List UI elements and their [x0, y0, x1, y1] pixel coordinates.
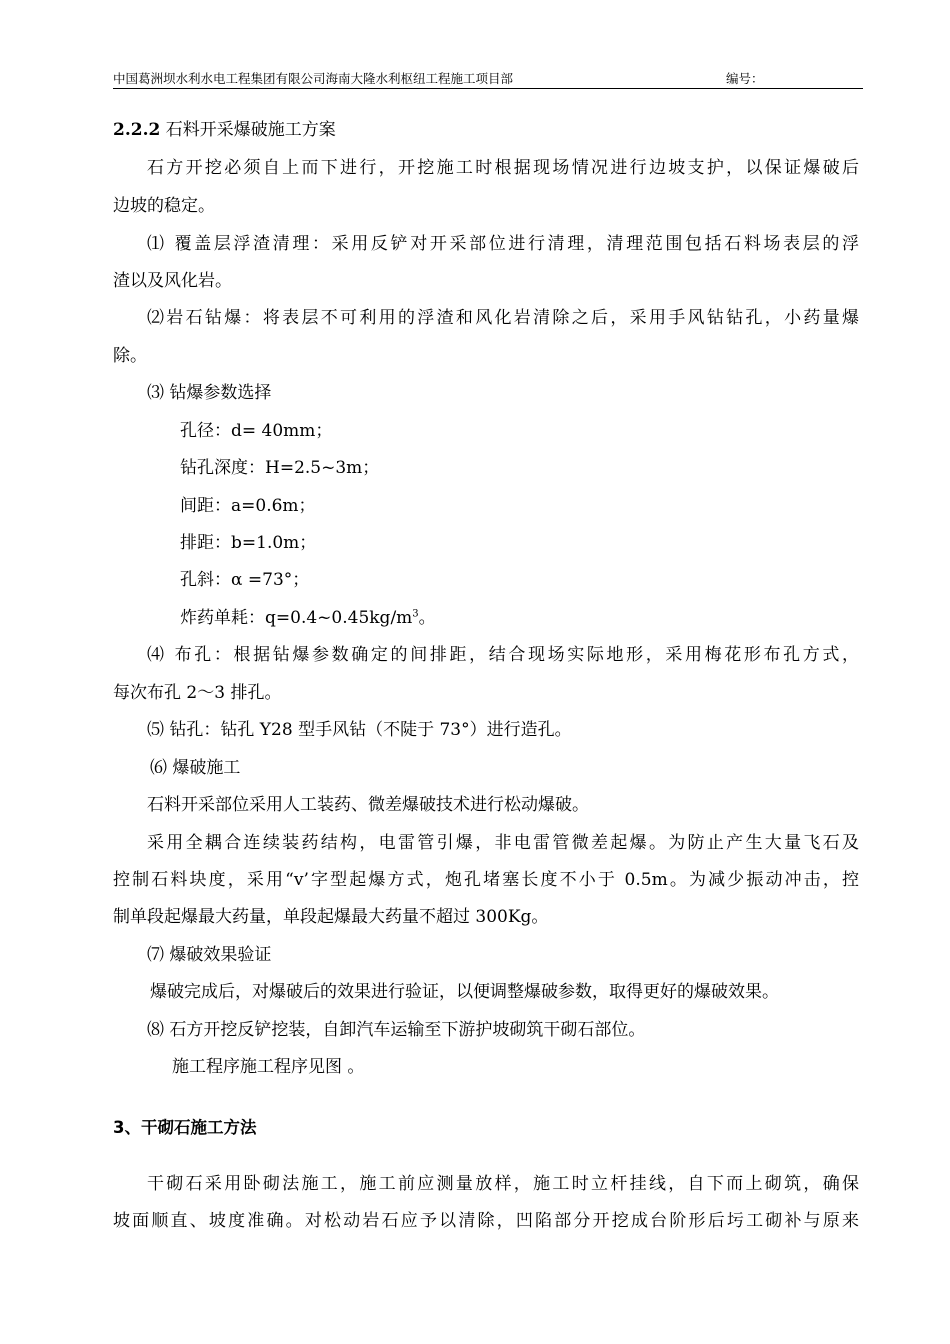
paragraph-line: 除。 — [113, 346, 147, 366]
subsection-heading: ⑹ 爆破施工 — [150, 758, 241, 778]
header-organization: 中国葛洲坝水利水电工程集团有限公司海南大隆水利枢纽工程施工项目部 — [113, 71, 514, 86]
header-rule — [113, 88, 863, 89]
parameter-line: 排距：b=1.0m； — [180, 533, 317, 553]
subsection-heading: ⑶ 钻爆参数选择 — [147, 383, 272, 403]
paragraph-line: 采用全耦合连续装药结构，电雷管引爆，非电雷管微差起爆。为防止产生大量飞石及 — [147, 833, 859, 853]
subsection-heading: ⑺ 爆破效果验证 — [147, 945, 272, 965]
parameter-line: 孔斜：α =73°； — [180, 570, 310, 590]
header-number-label: 编号： — [726, 71, 764, 86]
section-heading — [113, 118, 336, 142]
paragraph-line: 爆破完成后，对爆破后的效果进行验证，以便调整爆破参数，取得更好的爆破效果。 — [150, 982, 779, 1002]
superscript: 3 — [412, 608, 419, 620]
paragraph-line: 施工程序施工程序见图 。 — [172, 1057, 365, 1077]
paragraph-line: 坡面顺直、坡度准确。对松动岩石应予以清除，凹陷部分开挖成台阶形后圬工砌补与原来 — [113, 1211, 859, 1231]
paragraph-line: 石料开采部位采用人工装药、微差爆破技术进行松动爆破。 — [147, 795, 589, 815]
paragraph-line: ⑸ 钻孔：钻孔 Y28 型手风钻（不陡于 73°）进行造孔。 — [147, 720, 572, 740]
paragraph-line: 干砌石采用卧砌法施工，施工前应测量放样，施工时立杆挂线，自下而上砌筑，确保 — [147, 1174, 859, 1194]
paragraph-line: ⑻ 石方开挖反铲挖装，自卸汽车运输至下游护坡砌筑干砌石部位。 — [147, 1020, 646, 1040]
parameter-line — [180, 606, 436, 630]
paragraph-line: 边坡的稳定。 — [113, 196, 215, 216]
paragraph-line: ⑵岩石钻爆：将表层不可利用的浮渣和风化岩清除之后，采用手风钻钻孔，小药量爆 — [147, 308, 859, 328]
paragraph-line: 每次布孔 2～3 排孔。 — [113, 683, 282, 703]
page-header — [113, 68, 863, 90]
parameter-line: 孔径：d= 40mm； — [180, 421, 333, 441]
paragraph-line: ⑷ 布孔：根据钻爆参数确定的间排距，结合现场实际地形，采用梅花形布孔方式， — [147, 645, 859, 665]
paragraph-line: 渣以及风化岩。 — [113, 271, 232, 291]
section-heading-3: 3、干砌石施工方法 — [113, 1118, 257, 1137]
parameter-line: 钻孔深度：H=2.5~3m； — [180, 458, 380, 478]
parameter-text: 炸药单耗：q=0.4~0.45kg/m — [180, 608, 413, 628]
paragraph-line: 制单段起爆最大药量，单段起爆最大药量不超过 300Kg。 — [113, 907, 549, 927]
paragraph-line: 控制石料块度，采用“v’字型起爆方式，炮孔堵塞长度不小于 0.5m。为减少振动冲击，控 — [113, 870, 859, 890]
section-title: 石料开采爆破施工方案 — [165, 120, 336, 140]
parameter-line: 间距：a=0.6m； — [180, 496, 316, 516]
paragraph-line: 石方开挖必须自上而下进行，开挖施工时根据现场情况进行边坡支护，以保证爆破后 — [147, 158, 859, 178]
section-number: 2.2.2 — [113, 120, 161, 140]
paragraph-line: ⑴ 覆盖层浮渣清理：采用反铲对开采部位进行清理，清理范围包括石料场表层的浮 — [147, 234, 859, 254]
parameter-text: 。 — [418, 608, 436, 628]
